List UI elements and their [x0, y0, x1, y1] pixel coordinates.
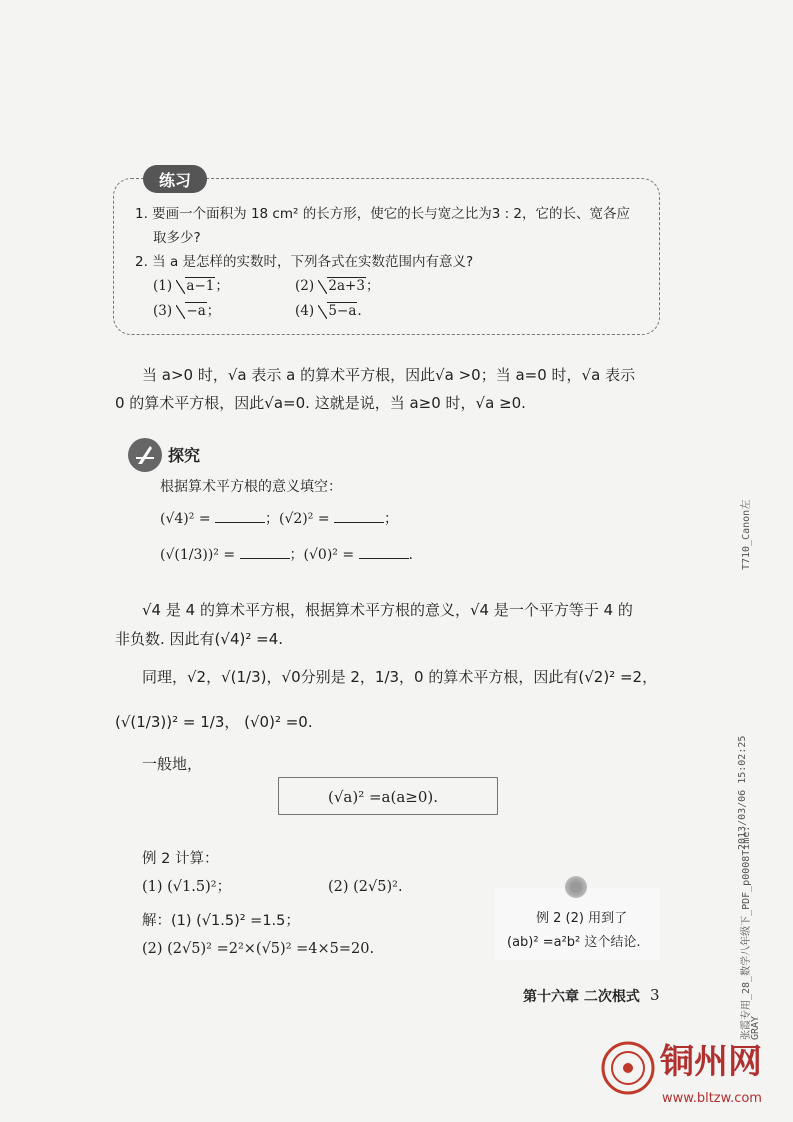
note-icon — [565, 876, 587, 898]
watermark-logo — [600, 1040, 656, 1100]
exercise-q1-line2: 取多少? — [153, 230, 201, 246]
explore-row2: (√(1/3))² = ；(√0)² = . — [160, 547, 413, 563]
explore-icon — [128, 438, 162, 472]
exercise-q2: 2. 当 a 是怎样的实数时，下列各式在实数范围内有意义? — [135, 254, 474, 270]
margin-text-gray: GRAY — [750, 1015, 761, 1040]
general-intro: 一般地， — [142, 755, 203, 773]
exercise-item-4: (4) 5−a. — [295, 303, 362, 319]
example-sol2: (2) (2√5)² =2²×(√5)² =4×5=20. — [142, 941, 375, 957]
para3-line2: (√(1/3))² = 1/3， (√0)² =0. — [115, 713, 313, 731]
para3-line1: 同理，√2，√(1/3)，√0分别是 2，1/3，0 的算术平方根，因此有(√2)² =2， — [142, 668, 658, 686]
side-note-line2: (ab)² =a²b² 这个结论. — [507, 935, 641, 950]
para1-line1: 当 a>0 时，√a 表示 a 的算术平方根，因此√a >0；当 a=0 时，√a 表示 — [142, 366, 636, 384]
watermark-seal-icon — [600, 1040, 656, 1096]
footer-page-number: 3 — [650, 986, 660, 1004]
para2-line2: 非负数. 因此有(√4)² =4. — [115, 630, 284, 648]
explore-title: 探究 — [168, 446, 201, 465]
exercise-label: 练习 — [143, 165, 207, 193]
para2-line1: √4 是 4 的算术平方根，根据算术平方根的意义，√4 是一个平方等于 4 的 — [142, 601, 633, 619]
watermark-url: www.bltzw.com — [662, 1091, 762, 1106]
example-q1: (1) (√1.5)²； — [142, 879, 232, 895]
example-sol1: 解：(1) (√1.5)² =1.5； — [142, 913, 300, 929]
margin-text-top: T710_Canon左 — [741, 499, 752, 570]
exercise-item-2: (2) 2a+3； — [295, 278, 380, 294]
watermark-brand: 铜州网 — [660, 1042, 762, 1082]
exercise-item-1: (1) a−1； — [153, 278, 229, 294]
example-title: 例 2 计算： — [142, 851, 219, 867]
para1-line2: 0 的算术平方根，因此√a=0. 这就是说，当 a≥0 时，√a ≥0. — [115, 394, 526, 412]
explore-intro: 根据算术平方根的意义填空： — [160, 479, 342, 495]
side-note-line1: 例 2 (2) 用到了 — [536, 911, 628, 926]
general-formula: (√a)² =a(a≥0). — [328, 788, 439, 806]
exercise-item-3: (3) −a； — [153, 303, 221, 319]
exercise-q1-line1: 1. 要画一个面积为 18 cm² 的长方形，使它的长与宽之比为3 : 2，它的长、宽各应 — [135, 206, 631, 222]
example-q2: (2) (2√5)². — [328, 879, 403, 895]
margin-text-bottom: 张霞专用_28_数学八年级下_PDF_p0008Time: — [741, 825, 752, 1040]
margin-text-mid: 2013/03/06 15:02:25 — [737, 735, 748, 850]
footer-chapter: 第十六章 二次根式 — [523, 989, 640, 1005]
explore-row1: (√4)² = ；(√2)² = ； — [160, 511, 398, 527]
